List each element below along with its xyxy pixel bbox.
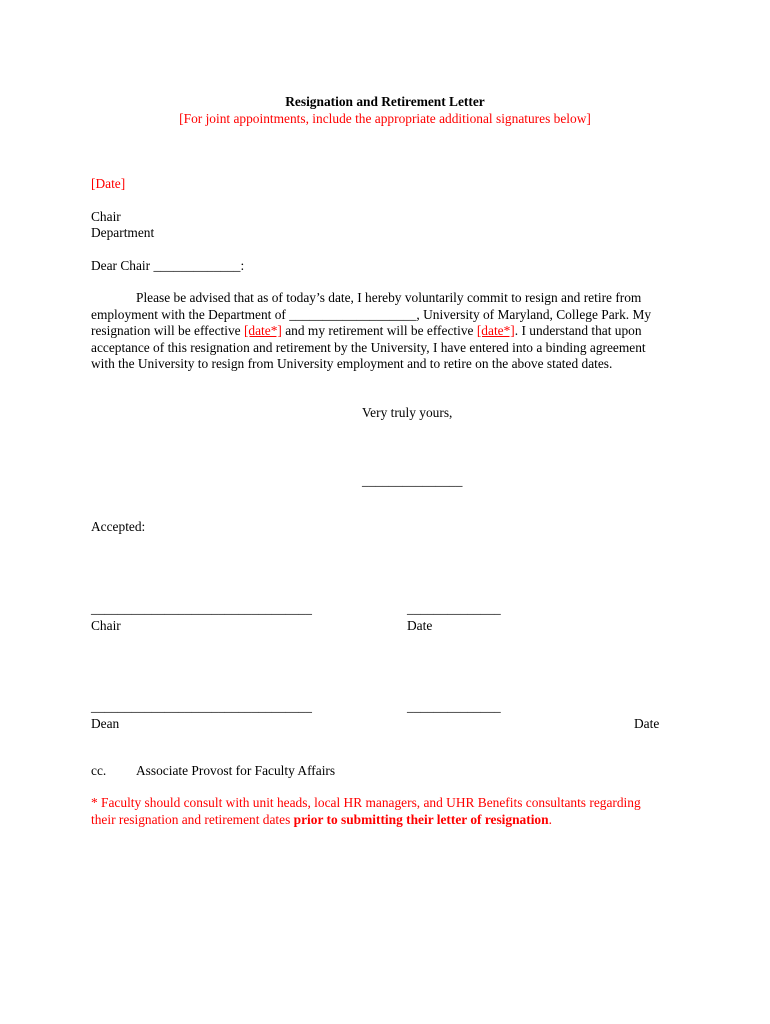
footnote-emphasis: prior to submitting their letter of resignation: [293, 812, 549, 827]
chair-label: Chair: [91, 618, 121, 633]
date-placeholder: [Date]: [91, 176, 126, 191]
footnote-line: [91, 812, 552, 828]
salutation: Dear Chair _____________:: [91, 258, 245, 273]
body-line: with the University to resign from University employment and to retire on the above stated dates.: [91, 356, 613, 371]
body-text: and my retirement will be effective: [281, 323, 477, 338]
footnote-line: * Faculty should consult with unit heads, local HR managers, and UHR Benefits consultants regarding: [91, 795, 641, 810]
accepted-label: Accepted:: [91, 519, 146, 534]
chair-date-label: Date: [407, 618, 433, 633]
body-line: acceptance of this resignation and retirement by the University, I have entered into a binding agreement: [91, 340, 646, 355]
footnote-text: their resignation and retirement dates: [91, 812, 294, 827]
address-department: Department: [91, 225, 155, 240]
address-chair: Chair: [91, 209, 121, 224]
body-text: resignation will be effective: [91, 323, 244, 338]
closing: Very truly yours,: [362, 405, 453, 420]
body-line: employment with the Department of ___________________, University of Maryland, College Park. My: [91, 307, 652, 322]
body-line: Please be advised that as of today’s date, I hereby voluntarily commit to resign and retire from: [136, 290, 642, 305]
cc-recipient: Associate Provost for Faculty Affairs: [136, 763, 336, 778]
dean-date-line: ______________: [407, 699, 501, 714]
body-line: [91, 323, 642, 339]
dean-signature-line: _________________________________: [91, 699, 312, 714]
cc-label: cc.: [91, 763, 107, 778]
dean-date-label: Date: [634, 716, 660, 731]
letter-subtitle: [For joint appointments, include the appropriate additional signatures below]: [179, 111, 591, 126]
body-text: . I understand that upon: [514, 323, 642, 338]
chair-signature-line: _________________________________: [91, 601, 312, 616]
letter-title: Resignation and Retirement Letter: [285, 94, 485, 109]
dean-label: Dean: [91, 716, 120, 731]
chair-date-line: ______________: [407, 601, 501, 616]
resignation-date-placeholder: [date*]: [243, 323, 282, 338]
signature-line: _______________: [362, 473, 463, 488]
footnote-text: .: [548, 812, 552, 827]
retirement-date-placeholder: [date*]: [476, 323, 515, 338]
